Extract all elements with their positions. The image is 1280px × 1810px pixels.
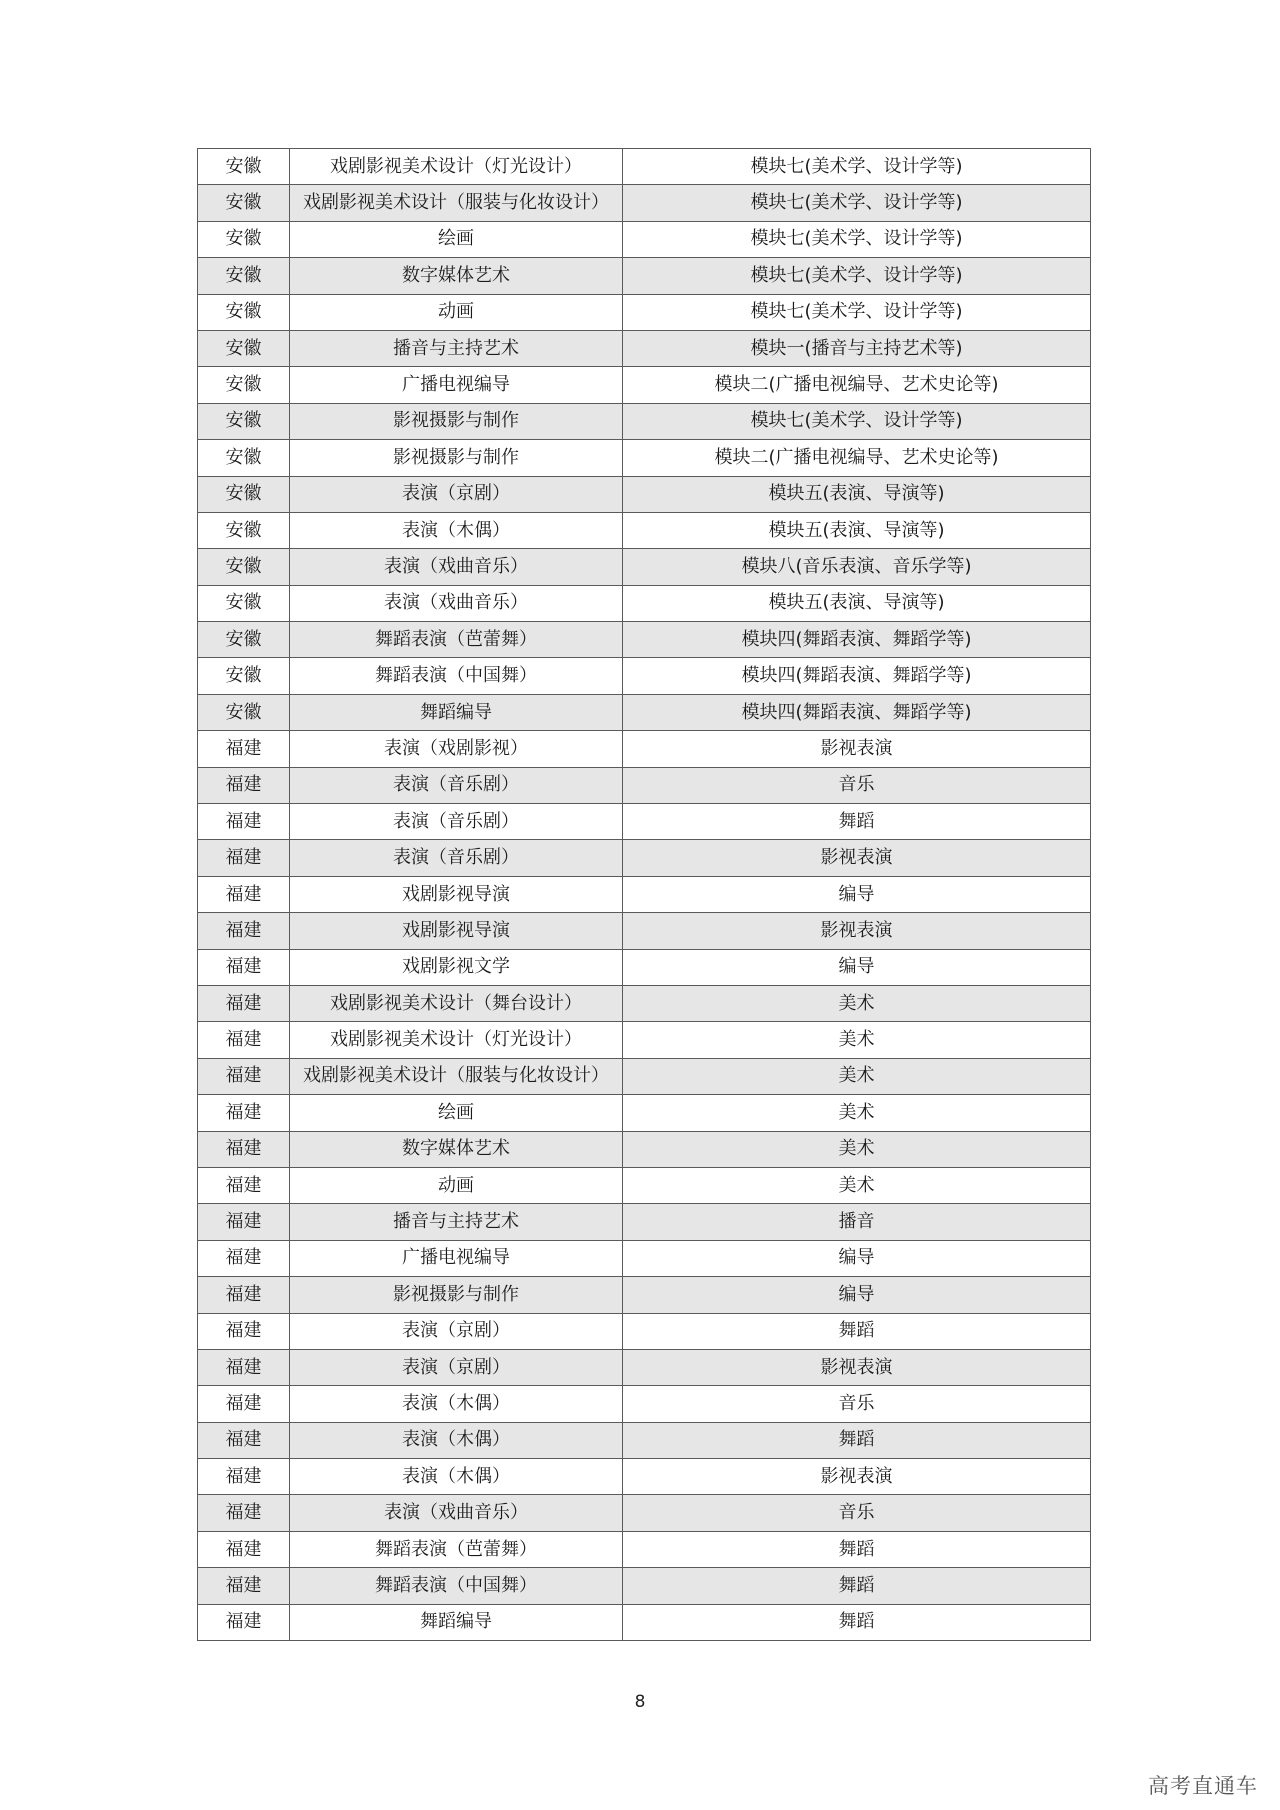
province-cell: 福建 [198, 1095, 290, 1131]
major-cell: 表演（京剧） [290, 1349, 623, 1385]
exam-category-cell: 编导 [623, 1240, 1091, 1276]
watermark-logo-text: 高考直通车 [1148, 1774, 1258, 1798]
exam-category-cell: 美术 [623, 1022, 1091, 1058]
major-cell: 广播电视编导 [290, 1240, 623, 1276]
table-row [198, 1531, 1091, 1567]
table-body [198, 149, 1091, 1641]
exam-category-cell: 影视表演 [623, 1349, 1091, 1385]
major-cell: 舞蹈编导 [290, 694, 623, 730]
table-row [198, 949, 1091, 985]
province-cell: 福建 [198, 731, 290, 767]
exam-category-cell: 模块七(美术学、设计学等) [623, 294, 1091, 330]
major-cell: 舞蹈编导 [290, 1604, 623, 1640]
major-cell: 广播电视编导 [290, 367, 623, 403]
table-row [198, 1240, 1091, 1276]
province-cell: 安徽 [198, 330, 290, 366]
exam-category-cell: 编导 [623, 949, 1091, 985]
major-cell: 绘画 [290, 221, 623, 257]
major-cell: 影视摄影与制作 [290, 440, 623, 476]
table-row [198, 1459, 1091, 1495]
major-cell: 表演（戏剧影视） [290, 731, 623, 767]
major-cell: 戏剧影视美术设计（舞台设计） [290, 985, 623, 1021]
province-cell: 福建 [198, 1568, 290, 1604]
major-cell: 戏剧影视美术设计（灯光设计） [290, 1022, 623, 1058]
province-cell: 福建 [198, 1604, 290, 1640]
exam-category-cell: 舞蹈 [623, 804, 1091, 840]
exam-category-cell: 美术 [623, 1131, 1091, 1167]
table-row [198, 767, 1091, 803]
table-row [198, 840, 1091, 876]
province-cell: 福建 [198, 876, 290, 912]
exam-category-cell: 模块七(美术学、设计学等) [623, 185, 1091, 221]
table-row [198, 185, 1091, 221]
province-cell: 福建 [198, 1531, 290, 1567]
exam-category-cell: 舞蹈 [623, 1568, 1091, 1604]
province-cell: 福建 [198, 1422, 290, 1458]
exam-category-cell: 模块二(广播电视编导、艺术史论等) [623, 367, 1091, 403]
major-cell: 表演（木偶） [290, 1459, 623, 1495]
major-cell: 戏剧影视美术设计（服装与化妆设计） [290, 1058, 623, 1094]
table-row [198, 1204, 1091, 1240]
province-cell: 安徽 [198, 440, 290, 476]
province-cell: 福建 [198, 1204, 290, 1240]
province-cell: 福建 [198, 1277, 290, 1313]
table-row [198, 1386, 1091, 1422]
exam-category-cell: 舞蹈 [623, 1531, 1091, 1567]
table-row [198, 440, 1091, 476]
table-row [198, 585, 1091, 621]
exam-category-cell: 音乐 [623, 1386, 1091, 1422]
major-cell: 影视摄影与制作 [290, 1277, 623, 1313]
table-row [198, 294, 1091, 330]
major-cell: 戏剧影视美术设计（服装与化妆设计） [290, 185, 623, 221]
table-row [198, 258, 1091, 294]
exam-category-cell: 影视表演 [623, 840, 1091, 876]
table-row [198, 1349, 1091, 1385]
exam-category-cell: 音乐 [623, 1495, 1091, 1531]
exam-category-cell: 模块四(舞蹈表演、舞蹈学等) [623, 694, 1091, 730]
exam-category-cell: 模块五(表演、导演等) [623, 585, 1091, 621]
major-cell: 表演（音乐剧） [290, 767, 623, 803]
table-row [198, 1167, 1091, 1203]
table-row [198, 1058, 1091, 1094]
major-cell: 表演（京剧） [290, 476, 623, 512]
major-cell: 表演（戏曲音乐） [290, 585, 623, 621]
table-row [198, 1277, 1091, 1313]
major-cell: 戏剧影视美术设计（灯光设计） [290, 149, 623, 185]
table-row [198, 876, 1091, 912]
exam-category-cell: 舞蹈 [623, 1422, 1091, 1458]
table-row [198, 985, 1091, 1021]
province-cell: 福建 [198, 913, 290, 949]
exam-category-cell: 美术 [623, 985, 1091, 1021]
major-cell: 播音与主持艺术 [290, 330, 623, 366]
exam-category-cell: 影视表演 [623, 1459, 1091, 1495]
province-cell: 安徽 [198, 403, 290, 439]
table-row [198, 622, 1091, 658]
province-cell: 福建 [198, 804, 290, 840]
province-cell: 福建 [198, 840, 290, 876]
province-cell: 福建 [198, 1386, 290, 1422]
major-cell: 舞蹈表演（中国舞） [290, 1568, 623, 1604]
major-cell: 动画 [290, 1167, 623, 1203]
major-cell: 舞蹈表演（芭蕾舞） [290, 1531, 623, 1567]
exam-category-cell: 美术 [623, 1167, 1091, 1203]
table-row [198, 694, 1091, 730]
major-cell: 表演（音乐剧） [290, 804, 623, 840]
province-cell: 安徽 [198, 694, 290, 730]
province-cell: 安徽 [198, 658, 290, 694]
major-cell: 影视摄影与制作 [290, 403, 623, 439]
province-cell: 福建 [198, 1240, 290, 1276]
province-cell: 安徽 [198, 149, 290, 185]
province-cell: 安徽 [198, 585, 290, 621]
major-cell: 表演（戏曲音乐） [290, 1495, 623, 1531]
table-row [198, 1313, 1091, 1349]
table-row [198, 1131, 1091, 1167]
province-cell: 安徽 [198, 512, 290, 548]
province-cell: 安徽 [198, 622, 290, 658]
province-cell: 福建 [198, 1022, 290, 1058]
table-row [198, 512, 1091, 548]
major-cell: 数字媒体艺术 [290, 258, 623, 294]
major-cell: 戏剧影视文学 [290, 949, 623, 985]
table-row [198, 1495, 1091, 1531]
page-number: 8 [634, 1692, 646, 1712]
province-cell: 安徽 [198, 476, 290, 512]
major-cell: 表演（木偶） [290, 1386, 623, 1422]
major-cell: 数字媒体艺术 [290, 1131, 623, 1167]
major-cell: 戏剧影视导演 [290, 876, 623, 912]
province-cell: 福建 [198, 1167, 290, 1203]
province-cell: 福建 [198, 1313, 290, 1349]
exam-category-cell: 美术 [623, 1058, 1091, 1094]
exam-category-cell: 美术 [623, 1095, 1091, 1131]
province-cell: 福建 [198, 767, 290, 803]
major-cell: 表演（音乐剧） [290, 840, 623, 876]
province-cell: 安徽 [198, 367, 290, 403]
table-row [198, 330, 1091, 366]
major-cell: 舞蹈表演（中国舞） [290, 658, 623, 694]
major-cell: 表演（京剧） [290, 1313, 623, 1349]
table-row [198, 913, 1091, 949]
province-cell: 安徽 [198, 258, 290, 294]
exam-category-cell: 模块四(舞蹈表演、舞蹈学等) [623, 622, 1091, 658]
province-cell: 福建 [198, 1495, 290, 1531]
major-cell: 播音与主持艺术 [290, 1204, 623, 1240]
table-row [198, 1022, 1091, 1058]
exam-category-cell: 模块七(美术学、设计学等) [623, 258, 1091, 294]
major-cell: 绘画 [290, 1095, 623, 1131]
exam-category-cell: 模块四(舞蹈表演、舞蹈学等) [623, 658, 1091, 694]
province-cell: 福建 [198, 1058, 290, 1094]
exam-category-cell: 模块一(播音与主持艺术等) [623, 330, 1091, 366]
table-row [198, 1095, 1091, 1131]
major-cell: 表演（戏曲音乐） [290, 549, 623, 585]
table-row [198, 549, 1091, 585]
major-cell: 表演（木偶） [290, 512, 623, 548]
major-cell: 戏剧影视导演 [290, 913, 623, 949]
exam-category-cell: 舞蹈 [623, 1313, 1091, 1349]
province-cell: 福建 [198, 1459, 290, 1495]
table-row [198, 221, 1091, 257]
major-mapping-table [197, 148, 1091, 1641]
exam-category-cell: 模块五(表演、导演等) [623, 512, 1091, 548]
major-cell: 动画 [290, 294, 623, 330]
table-row [198, 476, 1091, 512]
province-cell: 安徽 [198, 185, 290, 221]
exam-category-cell: 音乐 [623, 767, 1091, 803]
province-cell: 福建 [198, 1131, 290, 1167]
province-cell: 安徽 [198, 549, 290, 585]
exam-category-cell: 编导 [623, 876, 1091, 912]
exam-category-cell: 舞蹈 [623, 1604, 1091, 1640]
table-row [198, 1604, 1091, 1640]
province-cell: 福建 [198, 985, 290, 1021]
province-cell: 安徽 [198, 294, 290, 330]
major-cell: 舞蹈表演（芭蕾舞） [290, 622, 623, 658]
major-cell: 表演（木偶） [290, 1422, 623, 1458]
province-cell: 福建 [198, 949, 290, 985]
exam-category-cell: 编导 [623, 1277, 1091, 1313]
exam-category-cell: 模块七(美术学、设计学等) [623, 149, 1091, 185]
exam-category-cell: 播音 [623, 1204, 1091, 1240]
table-row [198, 804, 1091, 840]
province-cell: 安徽 [198, 221, 290, 257]
table-row [198, 367, 1091, 403]
province-cell: 福建 [198, 1349, 290, 1385]
exam-category-cell: 模块二(广播电视编导、艺术史论等) [623, 440, 1091, 476]
table-row [198, 403, 1091, 439]
table-row [198, 1568, 1091, 1604]
exam-category-cell: 模块七(美术学、设计学等) [623, 221, 1091, 257]
exam-category-cell: 模块七(美术学、设计学等) [623, 403, 1091, 439]
exam-category-cell: 影视表演 [623, 913, 1091, 949]
exam-category-cell: 模块八(音乐表演、音乐学等) [623, 549, 1091, 585]
exam-category-cell: 影视表演 [623, 731, 1091, 767]
table-row [198, 1422, 1091, 1458]
exam-category-cell: 模块五(表演、导演等) [623, 476, 1091, 512]
table-row [198, 658, 1091, 694]
table-row [198, 149, 1091, 185]
table-row [198, 731, 1091, 767]
